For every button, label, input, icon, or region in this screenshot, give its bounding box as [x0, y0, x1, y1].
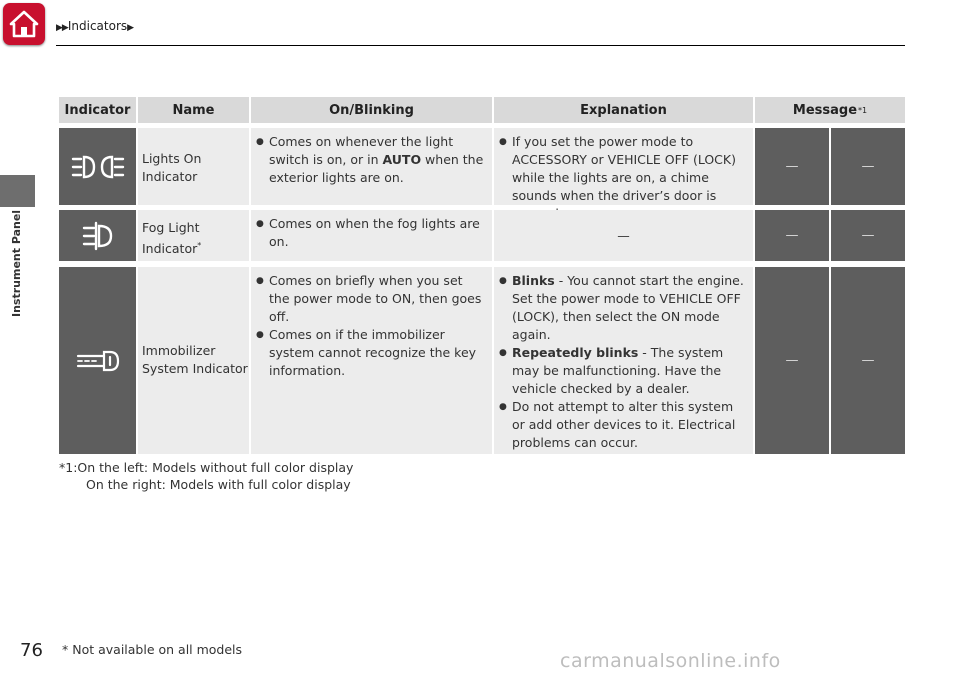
col-header-on-blinking-text: On/Blinking	[329, 102, 414, 118]
name-line: Fog Light	[142, 220, 200, 235]
col-header-name	[138, 97, 249, 123]
name-line: Indicator	[142, 169, 198, 184]
bullet-item	[499, 398, 747, 452]
message-left: —	[755, 128, 829, 205]
bullet-item: ● Comes on briefly when you set the power mode to ON, then goes off.	[256, 272, 486, 326]
footnote-ref: *1	[858, 105, 868, 115]
bullet-text: - You cannot start the engine. Set the power mode to VEHICLE OFF (LOCK), then select the ON mode again.	[512, 273, 744, 342]
bullet-item: ● If you set the power mode to ACCESSORY or VEHICLE OFF (LOCK) while the lights are on, a chime sounds when the driver’s door is	[499, 133, 747, 223]
row-immobilizer-explanation	[494, 267, 753, 454]
message-right: —	[831, 267, 905, 454]
message-right: —	[831, 128, 905, 205]
emphasis: Blinks	[512, 273, 555, 288]
col-header-on-blinking	[251, 97, 492, 123]
bullet-item	[499, 344, 747, 398]
immobilizer-icon	[76, 348, 120, 374]
header-divider	[56, 45, 905, 46]
home-button[interactable]	[3, 3, 45, 45]
row-lights-on-explanation	[494, 128, 753, 205]
bullet-item: ● Comes on whenever the light switch is on, or in AUTO when the exterior lights are on.	[256, 133, 486, 187]
name-line: Immobilizer	[142, 343, 216, 358]
watermark: carmanualsonline.info	[560, 650, 781, 672]
breadcrumb-arrows-icon: ▶▶	[56, 23, 68, 33]
row-fog-light-explanation: —	[494, 210, 753, 261]
bullet-text: Do not attempt to alter this system or add other devices to it. Electrical problems can occur.	[512, 399, 736, 450]
row-lights-on-name	[138, 128, 249, 205]
name-line: Indicator	[142, 241, 198, 257]
col-header-message	[755, 97, 905, 123]
col-header-name-text: Name	[172, 102, 215, 118]
section-label	[10, 209, 24, 317]
bullet-item	[499, 272, 747, 344]
emphasis: Repeatedly blinks	[512, 345, 639, 360]
section-tab[interactable]	[0, 175, 35, 207]
name-line: System Indicator	[142, 361, 248, 376]
col-header-message-text: Message	[792, 102, 858, 118]
fog-light-icon-cell	[59, 210, 136, 261]
breadcrumb-arrow-icon: ▶	[127, 23, 134, 33]
fog-light-icon	[82, 221, 114, 251]
immobilizer-icon-cell	[59, 267, 136, 454]
home-icon	[3, 3, 45, 45]
col-header-explanation-text: Explanation	[580, 102, 667, 118]
section-label-text: Instrument Panel	[10, 209, 23, 317]
row-fog-light-on-blinking	[251, 210, 492, 261]
col-header-indicator-text: Indicator	[64, 102, 131, 118]
footnote-line-2: On the right: Models with full color display	[86, 477, 351, 492]
breadcrumb-link-indicators[interactable]: Indicators	[67, 19, 128, 33]
row-immobilizer-name	[138, 267, 249, 454]
bullet-item: ● Comes on when the fog lights are on.	[256, 215, 486, 251]
breadcrumb	[56, 19, 133, 33]
footnote-line-1: *1:On the left: Models without full color display	[59, 460, 354, 475]
lights-on-icon	[71, 152, 125, 182]
message-right: —	[831, 210, 905, 261]
lights-on-icon-cell	[59, 128, 136, 205]
col-header-explanation	[494, 97, 753, 123]
message-left: —	[755, 267, 829, 454]
bullet-item: ● Comes on if the immobilizer system cannot recognize the key information.	[256, 326, 486, 380]
auto-keyword: AUTO	[382, 152, 422, 167]
message-left: —	[755, 210, 829, 261]
row-lights-on-on-blinking	[251, 128, 492, 205]
page-number: 76	[20, 640, 43, 661]
footnote-ref: *	[197, 241, 202, 250]
bullet-text: - The system may be malfunctioning. Have the vehicle checked by a dealer.	[512, 345, 724, 396]
name-line: Lights On	[142, 151, 202, 166]
availability-note: * Not available on all models	[62, 642, 243, 657]
row-immobilizer-on-blinking	[251, 267, 492, 454]
col-header-indicator	[59, 97, 136, 123]
row-fog-light-name	[138, 210, 249, 261]
